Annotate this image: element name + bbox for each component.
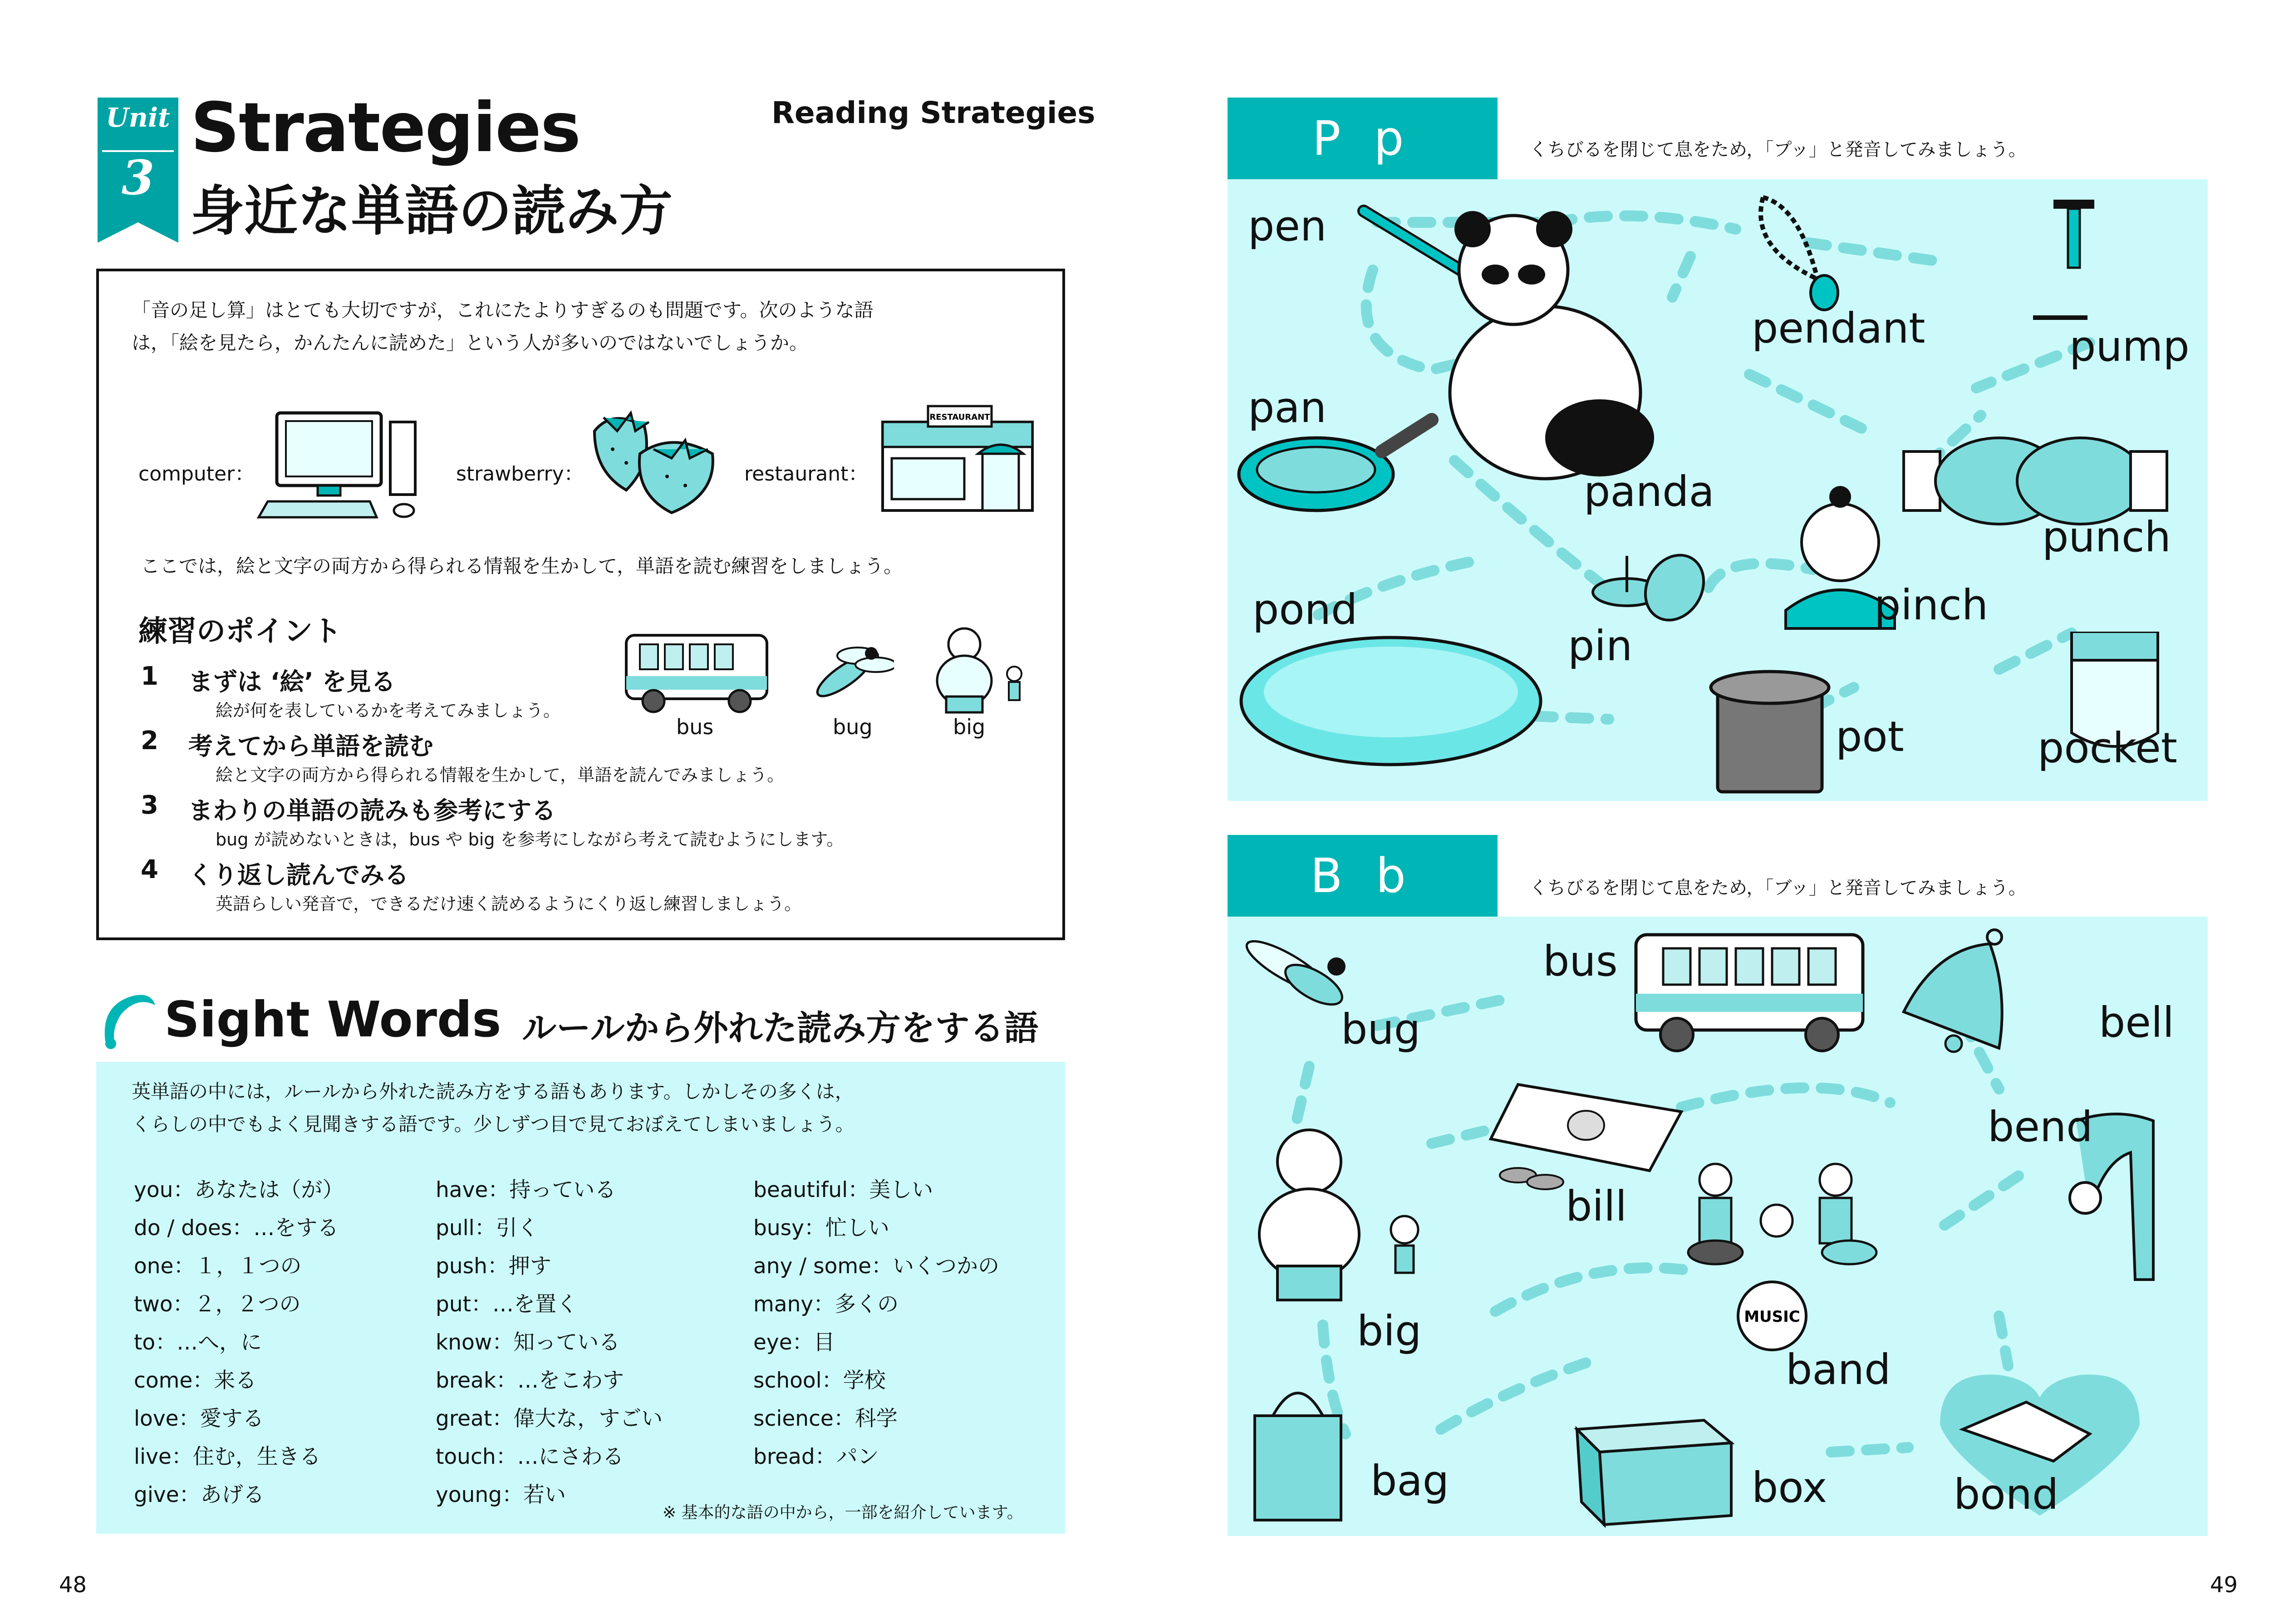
word-pot: pot — [1836, 712, 1904, 761]
sight-word: two：２，２つの — [134, 1292, 301, 1317]
drum-label: MUSIC — [1744, 1308, 1800, 1326]
sight-word: one：１，１つの — [134, 1254, 302, 1279]
word-box: box — [1752, 1463, 1827, 1512]
sight-word: pull：引く — [436, 1216, 539, 1241]
sight-word: know：知っている — [436, 1330, 620, 1355]
sight-word: young：若い — [436, 1482, 566, 1507]
word-bus: bus — [1543, 937, 1618, 986]
practice-heading: 練習のポイント — [138, 615, 342, 648]
pendant-icon — [1761, 197, 1838, 310]
sight-word: eye：目 — [753, 1330, 835, 1355]
swoosh-icon — [96, 987, 160, 1050]
sight-word: to：…へ，に — [134, 1330, 262, 1355]
sight-word: any / some：いくつかの — [753, 1254, 1000, 1279]
sight-words-title-jp: ルールから外れた読み方をする語 — [522, 1008, 1039, 1048]
point-title: まずは ‘絵’ を見る — [188, 667, 396, 696]
page-number-left: 48 — [59, 1572, 87, 1598]
sight-word: live：住む，生きる — [134, 1444, 321, 1469]
sight-word: come：来る — [134, 1368, 257, 1393]
sight-intro-line-1: 英単語の中には，ルールから外れた読み方をする語もあります。しかしその多くは， — [132, 1080, 854, 1103]
panda-icon — [1450, 211, 1654, 479]
intro-line-1: 「音の足し算」はとても大切ですが，これにたよりすぎるのも問題です。次のような語 — [132, 299, 874, 321]
page-title-jp: 身近な単語の読み方 — [191, 180, 673, 242]
restaurant-sign-text: RESTAURANT — [929, 412, 990, 422]
point-title: くり返し読んでみる — [188, 861, 409, 889]
word-big: big — [1357, 1307, 1422, 1355]
point-num: 1 — [141, 662, 158, 691]
unit-label: Unit — [106, 102, 170, 133]
bill-icon — [1491, 1084, 1681, 1189]
bag-icon — [1255, 1393, 1341, 1520]
point-title: 考えてから単語を読む — [188, 732, 433, 760]
word-bell: bell — [2099, 998, 2175, 1047]
point-desc: 絵と文字の両方から得られる情報を生かして，単語を読んでみましょう。 — [216, 765, 785, 785]
sight-word: put：…を置く — [436, 1292, 578, 1317]
label-restaurant: restaurant： — [744, 462, 869, 486]
sight-words-col-1 — [134, 1173, 344, 1516]
example-label: big — [953, 715, 986, 739]
strawberry-illustration — [585, 399, 731, 517]
sight-word: science：科学 — [753, 1406, 898, 1431]
sight-word: bread：パン — [753, 1444, 879, 1469]
word-panda: panda — [1584, 467, 1714, 516]
word-bag: bag — [1370, 1457, 1449, 1505]
sight-word: beautiful：美しい — [753, 1178, 933, 1202]
point-desc: 絵が何を表しているかを考えてみましょう。 — [216, 701, 561, 721]
section-subtitle: Reading Strategies — [771, 95, 1095, 130]
sight-word: have：持っている — [436, 1178, 616, 1202]
sight-word: school：学校 — [753, 1368, 886, 1393]
word-pocket: pocket — [2038, 724, 2177, 772]
sight-word: many：多くの — [753, 1292, 899, 1317]
word-bug: bug — [1341, 1005, 1421, 1054]
pond-icon — [1241, 638, 1541, 765]
page-number-right: 49 — [2210, 1572, 2238, 1598]
point-desc: 英語らしい発音で，できるだけ速く読めるようにくり返し練習しましょう。 — [216, 894, 802, 914]
sight-word: push：押す — [436, 1254, 551, 1279]
sight-words-note: ※ 基本的な語の中から，一部を紹介しています。 — [663, 1503, 1023, 1522]
label-strawberry: strawberry： — [456, 462, 584, 486]
word-band: band — [1786, 1345, 1891, 1394]
sight-word: give：あげる — [134, 1482, 265, 1507]
bell-icon — [1904, 930, 2002, 1052]
word-pendant: pendant — [1752, 304, 1925, 353]
sight-word: break：…をこわす — [436, 1368, 624, 1393]
band-icon — [1688, 1164, 1876, 1350]
pump-icon — [2033, 200, 2094, 320]
big-illustration-small — [928, 624, 1037, 715]
sight-word: you：あなたは（が） — [134, 1178, 344, 1202]
tab-p: P p — [1228, 98, 1498, 179]
example-label: bug — [833, 715, 873, 739]
sight-word: great：偉大な，すごい — [436, 1406, 663, 1431]
panel-p-art — [1228, 179, 2208, 801]
sight-words-col-2 — [436, 1173, 663, 1516]
sight-word: touch：…にさわる — [436, 1444, 624, 1469]
word-bend: bend — [1988, 1103, 2093, 1151]
panel-p-description: くちびるを閉じて息をため，「プッ」と発音してみましょう。 — [1529, 139, 2027, 160]
word-bond: bond — [1954, 1470, 2059, 1519]
bug-illustration-small — [799, 633, 894, 710]
sight-word: love：愛する — [134, 1406, 264, 1431]
pin-icon — [1593, 545, 1715, 631]
word-pond: pond — [1252, 585, 1358, 634]
point-desc: bug が読めないときは，bus や big を参考にしながら考えて読むようにします。 — [216, 829, 844, 849]
point-num: 4 — [141, 855, 158, 884]
sight-word: busy：忙しい — [753, 1216, 889, 1241]
tab-b: B b — [1228, 835, 1498, 917]
sight-intro-line-2: くらしの中でもよく見聞きする語です。少しずつ目で見ておぼえてしまいましょう。 — [132, 1113, 855, 1135]
point-title: まわりの単語の読みも参考にする — [188, 796, 556, 825]
page-title: Strategies — [191, 88, 580, 167]
word-pump: pump — [2069, 322, 2190, 371]
word-pin: pin — [1568, 622, 1633, 670]
word-punch: punch — [2042, 513, 2171, 561]
pot-icon — [1711, 672, 1829, 792]
pan-icon — [1239, 420, 1432, 510]
box-icon — [1577, 1420, 1731, 1525]
point-num: 2 — [141, 726, 158, 756]
panel-b-description: くちびるを閉じて息をため，「ブッ」と発音してみましょう。 — [1529, 878, 2027, 898]
sight-word: do / does：…をする — [134, 1216, 339, 1241]
unit-number: 3 — [121, 150, 155, 206]
computer-illustration — [254, 408, 427, 522]
bus-icon — [1636, 935, 1863, 1051]
sight-words-col-3 — [753, 1173, 999, 1478]
big-person-icon — [1259, 1130, 1418, 1300]
word-bill: bill — [1566, 1182, 1627, 1231]
sight-words-title: Sight Words — [164, 991, 501, 1048]
word-pen: pen — [1248, 202, 1327, 250]
word-pan: pan — [1248, 383, 1327, 432]
bus-illustration-small — [622, 631, 771, 717]
label-computer: computer： — [138, 462, 255, 486]
point-num: 3 — [141, 790, 158, 820]
example-label: bus — [676, 715, 714, 739]
intro-line-2: は，「絵を見たら，かんたんに読めた」という人が多いのではないでしょうか。 — [132, 332, 809, 354]
intro-summary: ここでは，絵と文字の両方から得られる情報を生かして，単語を読む練習をしましょう。 — [141, 555, 903, 577]
restaurant-illustration — [878, 404, 1037, 513]
bug-icon — [1241, 933, 1348, 1012]
word-pinch: pinch — [1874, 581, 1989, 629]
